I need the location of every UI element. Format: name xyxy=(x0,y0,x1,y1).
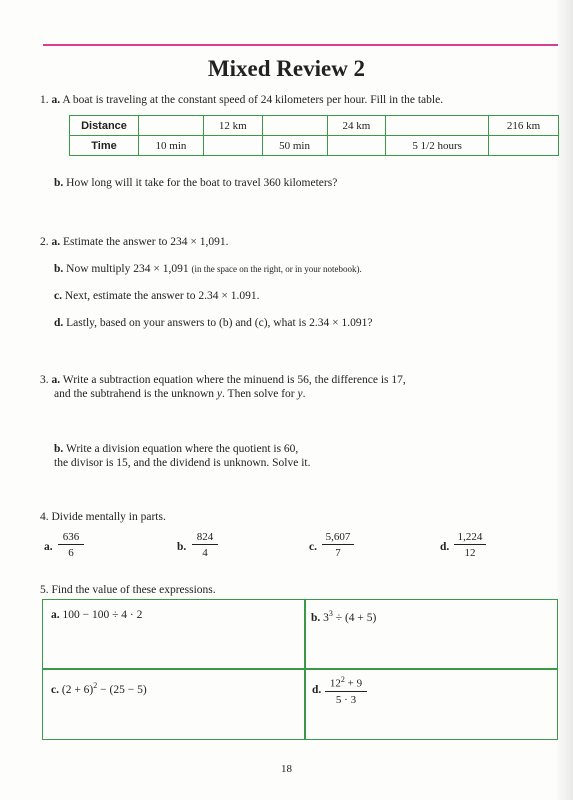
table-cell[interactable] xyxy=(203,136,262,156)
q4-a-fraction xyxy=(58,531,84,559)
q5-b-rest: ÷ (4 + 5) xyxy=(332,611,377,624)
table-cell: 50 min xyxy=(262,136,327,156)
q5-c-label: c. xyxy=(51,683,59,696)
q4-b-label: b. xyxy=(177,541,187,553)
q4-c-fraction xyxy=(322,531,354,559)
q3-number: 3. xyxy=(40,374,49,386)
q5-b-label: b. xyxy=(311,611,321,624)
q1-b-label: b. xyxy=(54,177,64,189)
q5-b-exponent: 3 xyxy=(328,609,333,618)
numerator xyxy=(325,675,367,692)
q5-d-label: d. xyxy=(312,684,322,696)
q3-b-text-2: the divisor is 15, and the dividend is unknown. Solve it. xyxy=(54,457,311,469)
q1-b-text xyxy=(54,177,337,189)
q5-c-pre: (2 + 6) xyxy=(61,683,94,696)
q5-a[interactable] xyxy=(51,609,142,621)
q2-a-text xyxy=(40,236,229,248)
denominator: 4 xyxy=(202,547,208,559)
q5-d-fraction[interactable] xyxy=(325,675,367,706)
q1-number: 1. xyxy=(40,94,49,106)
q4-b-fraction xyxy=(192,531,218,559)
q2-c-question: Next, estimate the answer to 2.34 × 1.091. xyxy=(64,290,260,302)
distance-time-table xyxy=(69,115,559,156)
q4-d-fraction xyxy=(454,531,486,559)
q3-a-text-4: . xyxy=(302,388,306,400)
table-cell[interactable] xyxy=(139,116,204,136)
table-cell[interactable] xyxy=(386,116,489,136)
numerator: 1,224 xyxy=(454,531,486,545)
page-number: 18 xyxy=(281,763,292,775)
q5-text: 5. Find the value of these expressions. xyxy=(40,584,216,596)
q2-d-question: Lastly, based on your answers to (b) and (c), what is 2.34 × 1.091? xyxy=(66,317,373,329)
q5-d-num-exponent: 2 xyxy=(340,675,345,684)
q4-c-label: c. xyxy=(309,541,317,553)
q2-b-question: Now multiply 234 × 1,091 xyxy=(66,263,189,275)
q4-text: 4. Divide mentally in parts. xyxy=(40,511,166,523)
grid-divider-vertical xyxy=(304,599,306,740)
q3-b-text-1: Write a division equation where the quotient is 60, xyxy=(65,443,299,455)
q3-a-text-2: and the subtrahend is the unknown xyxy=(54,388,217,400)
table-cell: 5 1/2 hours xyxy=(386,136,489,156)
q2-a-question: Estimate the answer to 234 × 1,091. xyxy=(63,236,229,248)
q5-c[interactable] xyxy=(51,681,147,696)
q5-a-label: a. xyxy=(51,609,60,621)
q2-d-label: d. xyxy=(54,317,64,329)
q3-b-label: b. xyxy=(54,443,64,455)
table-cell: 10 min xyxy=(139,136,204,156)
q3-b-line2 xyxy=(54,457,311,469)
denominator: 12 xyxy=(464,547,476,559)
q1-text xyxy=(40,94,443,106)
denominator: 7 xyxy=(335,547,341,559)
q5-b-base: 3 xyxy=(323,611,329,624)
q5-d-num-rest: + 9 xyxy=(344,677,363,690)
q5-b[interactable] xyxy=(311,609,376,624)
time-header: Time xyxy=(70,136,139,156)
q4-a-label: a. xyxy=(44,541,53,553)
q2-b-text xyxy=(54,263,362,275)
q5-a-expression: 100 − 100 ÷ 4 · 2 xyxy=(62,609,143,621)
q2-c-label: c. xyxy=(54,290,62,302)
q3-a-text-3: . Then solve for xyxy=(222,388,298,400)
numerator: 824 xyxy=(192,531,218,545)
table-cell: 216 km xyxy=(489,116,559,136)
q2-b-label: b. xyxy=(54,263,64,275)
q3-b-line1 xyxy=(54,443,298,455)
q1-a-label: a. xyxy=(51,94,61,106)
distance-header: Distance xyxy=(70,116,139,136)
table-cell[interactable] xyxy=(489,136,559,156)
table-cell[interactable] xyxy=(327,136,386,156)
table-row xyxy=(70,136,559,156)
q5-d-num-base: 12 xyxy=(329,677,341,690)
q4-d-label: d. xyxy=(440,541,450,553)
table-cell: 24 km xyxy=(327,116,386,136)
denominator: 5 · 3 xyxy=(335,693,357,706)
variable-y: y xyxy=(216,388,222,400)
denominator: 6 xyxy=(68,547,74,559)
q2-number: 2. xyxy=(40,236,49,248)
q5-c-rest: − (25 − 5) xyxy=(97,683,147,696)
numerator: 636 xyxy=(58,531,84,545)
q3-a-line2 xyxy=(54,388,305,400)
numerator: 5,607 xyxy=(322,531,354,545)
table-cell[interactable] xyxy=(262,116,327,136)
variable-y: y xyxy=(297,388,303,400)
page-title: Mixed Review 2 xyxy=(207,56,366,81)
grid-divider-horizontal xyxy=(42,668,558,670)
q3-a-line1 xyxy=(40,374,406,386)
q2-a-label: a. xyxy=(51,236,61,248)
top-rule xyxy=(43,44,558,46)
q3-a-label: a. xyxy=(51,374,61,386)
q2-b-note: (in the space on the right, or in your notebook). xyxy=(191,264,362,274)
q1-a-text: A boat is traveling at the constant speed of 24 kilometers per hour. Fill in the table. xyxy=(62,94,444,106)
q1-b-question: How long will it take for the boat to travel 360 kilometers? xyxy=(66,177,338,189)
q2-d-text xyxy=(54,317,372,329)
q2-c-text xyxy=(54,290,259,302)
table-cell: 12 km xyxy=(203,116,262,136)
q5-c-exponent: 2 xyxy=(93,681,98,690)
q3-a-text-1: Write a subtraction equation where the minuend is 56, the difference is 17, xyxy=(62,374,406,386)
table-row xyxy=(70,116,559,136)
